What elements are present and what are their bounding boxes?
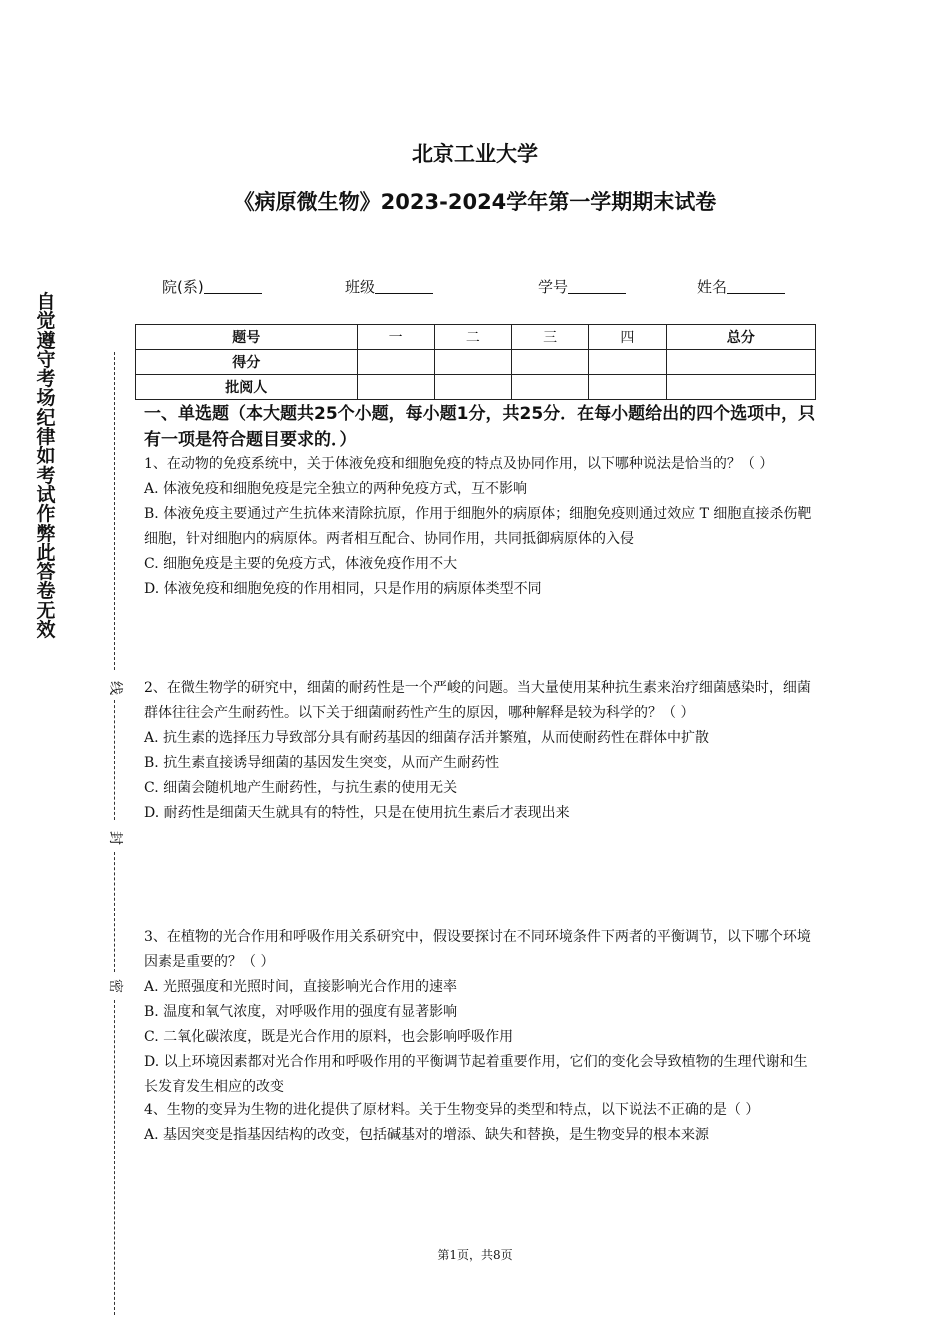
table-cell: 题号	[136, 325, 358, 350]
seal-line-char: 封	[107, 831, 123, 845]
option-a: A. 抗生素的选择压力导致部分具有耐药基因的细菌存活并繁殖，从而使耐药性在群体中扩散	[144, 730, 710, 746]
question-4	[144, 1098, 819, 1148]
table-cell: 四	[589, 325, 666, 350]
warning-char: 场	[36, 387, 56, 410]
warning-char: 无	[36, 599, 56, 622]
warning-char: 纪	[36, 406, 56, 429]
student-id-blank[interactable]	[568, 278, 626, 294]
score-table	[135, 324, 816, 400]
option-c: C. 二氧化碳浓度，既是光合作用的原料，也会影响呼吸作用	[144, 1029, 514, 1045]
department-field	[162, 276, 262, 297]
binding-dashed-line	[114, 352, 115, 670]
option-b: B. 温度和氧气浓度，对呼吸作用的强度有显著影响	[144, 1004, 458, 1020]
score-input-cell[interactable]	[434, 350, 511, 375]
class-label: 班级	[345, 278, 376, 296]
student-id-label: 学号	[538, 278, 569, 296]
option-b: B. 体液免疫主要通过产生抗体来清除抗原，作用于细胞外的病原体；细胞免疫则通过效应 T 细胞直接杀伤靶细胞，针对细胞内的病原体。两者相互配合、协同作用，共同抵御病原体的入侵	[144, 506, 812, 547]
question-2	[144, 676, 819, 826]
warning-char: 效	[36, 619, 56, 642]
question-3	[144, 925, 819, 1100]
grader-row	[136, 375, 816, 400]
exam-title: 《病原微生物》2023-2024学年第一学期期末试卷	[233, 190, 717, 214]
table-cell: 得分	[136, 350, 358, 375]
option-d: D. 耐药性是细菌天生就具有的特性，只是在使用抗生素后才表现出来	[144, 805, 570, 821]
table-cell: 三	[512, 325, 589, 350]
table-cell: 二	[434, 325, 511, 350]
warning-char: 考	[36, 368, 56, 391]
warning-char: 试	[36, 483, 56, 506]
section-heading: 一、单选题（本大题共25个小题，每小题1分，共25分．在每小题给出的四个选项中，只有一项是符合题目要求的．）	[144, 404, 816, 450]
student-id-field	[538, 276, 626, 297]
university-title: 北京工业大学	[412, 142, 538, 166]
department-blank[interactable]	[204, 278, 262, 294]
grader-input-cell[interactable]	[512, 375, 589, 400]
warning-char: 答	[36, 561, 56, 584]
score-input-cell[interactable]	[357, 350, 434, 375]
grader-input-cell[interactable]	[357, 375, 434, 400]
option-a: A. 体液免疫和细胞免疫是完全独立的两种免疫方式，互不影响	[144, 481, 528, 497]
score-row	[136, 350, 816, 375]
score-input-cell[interactable]	[589, 350, 666, 375]
option-b: B. 抗生素直接诱导细菌的基因发生突变，从而产生耐药性	[144, 755, 500, 771]
question-stem: 3、在植物的光合作用和呼吸作用关系研究中，假设要探讨在不同环境条件下两者的平衡调节，以下哪个环境因素是重要的？（ ）	[144, 929, 811, 970]
name-field	[697, 276, 785, 297]
seal-line-char: 密	[107, 979, 123, 993]
warning-char: 卷	[36, 580, 56, 603]
warning-char: 自	[36, 291, 56, 313]
binding-dashed-line	[114, 700, 115, 820]
grader-input-cell[interactable]	[589, 375, 666, 400]
warning-char: 此	[36, 541, 56, 564]
table-cell: 总分	[666, 325, 815, 350]
binding-dashed-line	[114, 852, 115, 972]
score-input-cell[interactable]	[666, 350, 815, 375]
question-stem: 4、生物的变异为生物的进化提供了原材料。关于生物变异的类型和特点，以下说法不正确的是（ ）	[144, 1102, 760, 1118]
option-a: A. 光照强度和光照时间，直接影响光合作用的速率	[144, 979, 458, 995]
warning-char: 弊	[36, 522, 56, 545]
page-number: 第1页，共8页	[437, 1248, 513, 1262]
score-input-cell[interactable]	[512, 350, 589, 375]
option-c: C. 细菌会随机地产生耐药性，与抗生素的使用无关	[144, 780, 458, 796]
class-blank[interactable]	[375, 278, 433, 294]
warning-char: 觉	[36, 310, 56, 333]
grader-input-cell[interactable]	[666, 375, 815, 400]
warning-char: 如	[36, 445, 56, 468]
warning-char: 律	[36, 426, 56, 449]
option-d: D. 体液免疫和细胞免疫的作用相同，只是作用的病原体类型不同	[144, 581, 542, 597]
question-1	[144, 452, 819, 602]
warning-char: 守	[36, 348, 56, 371]
option-c: C. 细胞免疫是主要的免疫方式，体液免疫作用不大	[144, 556, 458, 572]
question-stem: 2、在微生物学的研究中，细菌的耐药性是一个严峻的问题。当大量使用某种抗生素来治疗细菌感染时，细菌群体往往会产生耐药性。以下关于细菌耐药性产生的原因，哪种解释是较为科学的？（ ）	[144, 680, 811, 721]
warning-char: 遵	[36, 329, 56, 352]
option-a: A. 基因突变是指基因结构的改变，包括碱基对的增添、缺失和替换，是生物变异的根本来源	[144, 1127, 710, 1143]
option-d: D. 以上环境因素都对光合作用和呼吸作用的平衡调节起着重要作用，它们的变化会导致植物的生理代谢和生长发育发生相应的改变	[144, 1054, 808, 1095]
table-cell: 一	[357, 325, 434, 350]
table-cell: 批阅人	[136, 375, 358, 400]
grader-input-cell[interactable]	[434, 375, 511, 400]
class-field	[345, 276, 433, 297]
question-stem: 1、在动物的免疫系统中，关于体液免疫和细胞免疫的特点及协同作用，以下哪种说法是恰当的？（ ）	[144, 456, 774, 472]
department-label: 院(系)	[162, 278, 204, 296]
name-blank[interactable]	[727, 278, 785, 294]
seal-line-char: 线	[107, 681, 123, 695]
score-table-header-row	[136, 325, 816, 350]
name-label: 姓名	[697, 278, 728, 296]
exam-discipline-warning	[33, 293, 59, 640]
binding-dashed-line	[114, 1000, 115, 1315]
warning-char: 考	[36, 464, 56, 487]
warning-char: 作	[36, 503, 56, 526]
